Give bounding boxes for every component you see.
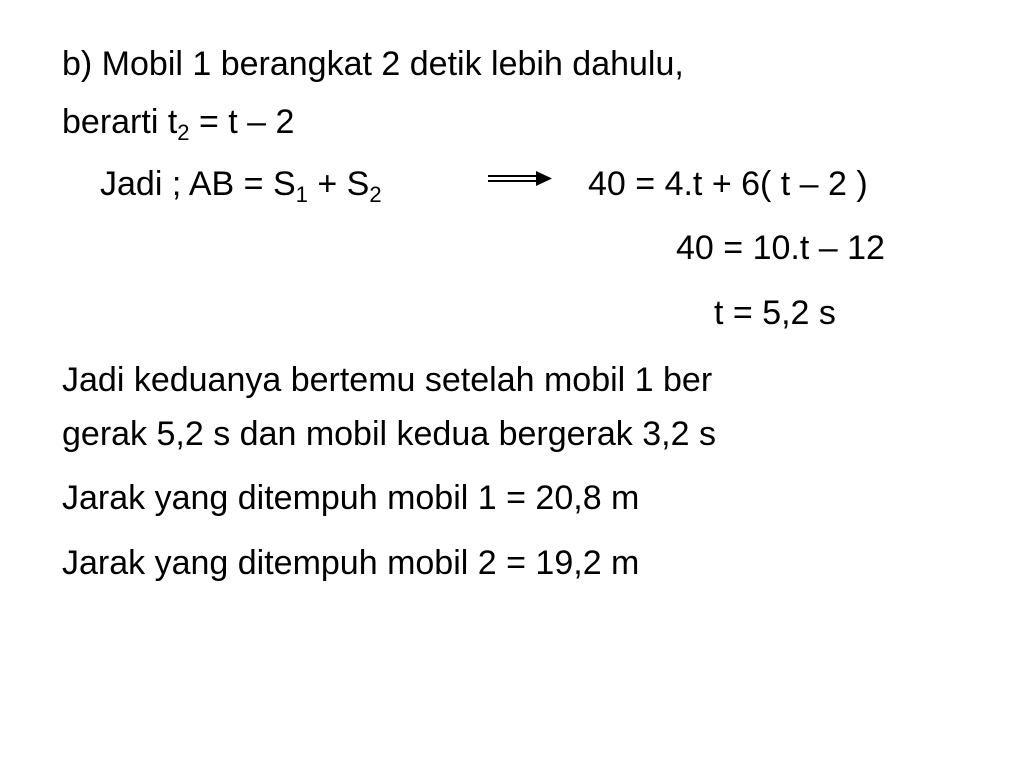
- text-line-3-eq: 40 = 4.t + 6( t – 2 ): [588, 165, 868, 203]
- text-line-4: 40 = 10.t – 12: [676, 229, 885, 267]
- text-line-5: t = 5,2 s: [714, 294, 836, 332]
- subscript-s1: 1: [295, 182, 308, 207]
- text-line-9: Jarak yang ditempuh mobil 2 = 19,2 m: [62, 544, 640, 582]
- heading-line: [62, 44, 684, 84]
- equation-line-4: [676, 228, 885, 268]
- text-line-3-pre: Jadi ; AB = S: [100, 165, 296, 203]
- equation-line-5: [714, 293, 836, 333]
- text-line-2-pre: berarti t: [62, 103, 178, 141]
- equation-line-ab: [100, 164, 382, 207]
- subscript-2: 2: [177, 120, 190, 145]
- distance-line-1: [62, 478, 639, 518]
- subscript-s2: 2: [369, 182, 382, 207]
- conclusion-line-1: [62, 360, 712, 400]
- text-line-8: Jarak yang ditempuh mobil 1 = 20,8 m: [62, 479, 640, 517]
- equation-line-t2: [62, 102, 295, 145]
- distance-line-2: [62, 543, 639, 583]
- text-line-2-post: = t – 2: [189, 103, 295, 141]
- conclusion-line-2: [62, 414, 716, 454]
- text-line-1: b) Mobil 1 berangkat 2 detik lebih dahulu,: [62, 45, 684, 83]
- text-line-7: gerak 5,2 s dan mobil kedua bergerak 3,2 s: [62, 415, 716, 453]
- right-arrow-icon: [486, 168, 556, 190]
- equation-line-40: [588, 164, 868, 204]
- text-line-3-mid: + S: [307, 165, 370, 203]
- text-line-6: Jadi keduanya bertemu setelah mobil 1 ber: [62, 361, 713, 399]
